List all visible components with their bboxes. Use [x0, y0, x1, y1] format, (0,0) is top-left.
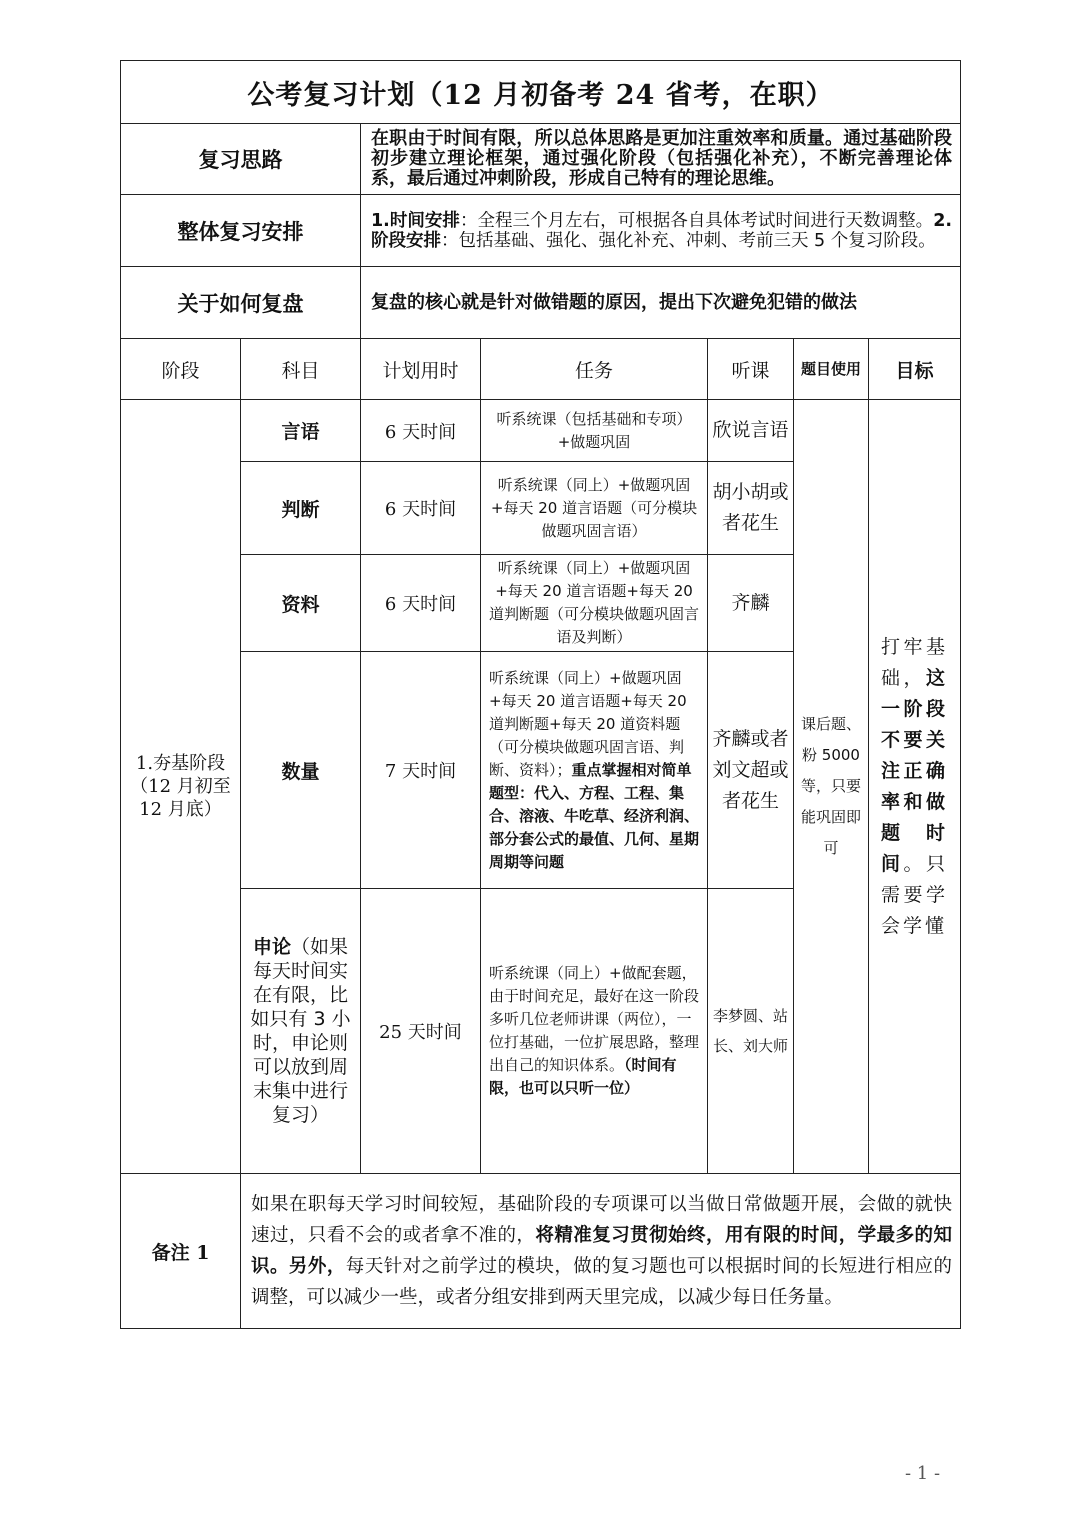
- time-arrangement-label: 1.时间安排: [371, 210, 460, 231]
- task-cell: [481, 652, 708, 889]
- review-approach-label: 复习思路: [121, 124, 361, 195]
- goal-cell: [869, 400, 961, 1174]
- header-time: 计划用时: [361, 339, 481, 400]
- time-cell: 7 天时间: [361, 652, 481, 889]
- task-text: 听系统课（同上）+做配套题，由于时间充足，最好在这一阶段多听几位老师讲课（两位），一位打基础，一位扩展思路，整理出自己的知识体系。: [489, 964, 700, 1074]
- header-goal: 目标: [869, 339, 961, 400]
- subject-cell: 言语: [241, 400, 361, 462]
- subject-name: 申论: [252, 936, 291, 958]
- teacher-cell: 胡小胡或者花生: [708, 462, 794, 555]
- overall-arrangement-text: [361, 195, 961, 267]
- time-arrangement-text: ：全程三个月左右，可根据各自具体考试时间进行天数调整。: [459, 210, 934, 231]
- stage-arrangement-text: ：包括基础、强化、强化补充、冲刺、考前三天 5 个复习阶段。: [441, 230, 936, 251]
- task-cell: 听系统课（包括基础和专项）+做题巩固: [481, 400, 708, 462]
- subject-note: （如果每天时间实在有限，比如只有 3 小时，申论则可以放到周末集中进行复习）: [250, 936, 351, 1126]
- review-method-label: 关于如何复盘: [121, 267, 361, 339]
- goal-text-2: 。只需要学会学懂: [881, 852, 949, 937]
- subject-cell: 数量: [241, 652, 361, 889]
- review-method-text: 复盘的核心就是针对做错题的原因，提出下次避免犯错的做法: [361, 267, 961, 339]
- task-cell: [481, 889, 708, 1174]
- header-task: 任务: [481, 339, 708, 400]
- note-text-1: 如果在职每天学习时间较短，基础阶段的专项课可以当做日常做题开展，会做的就快速过，只看不会的或者拿不准的，: [251, 1194, 953, 1246]
- task-cell: 听系统课（同上）+做题巩固+每天 20 道言语题（可分模块做题巩固言语）: [481, 462, 708, 555]
- time-cell: 6 天时间: [361, 555, 481, 652]
- note-text: [241, 1174, 961, 1329]
- task-text-bold: 重点掌握相对简单题型：代入、方程、工程、集合、溶液、牛吃草、经济利润、部分套公式的最值、几何、星期周期等问题: [489, 760, 700, 871]
- header-subject: 科目: [241, 339, 361, 400]
- task-text: 听系统课（同上）+做题巩固+每天 20 道言语题+每天 20 道判断题+每天 20 道资料题（可分模块做题巩固言语、判断、资料）；: [489, 668, 687, 779]
- task-cell: 听系统课（同上）+做题巩固+每天 20 道言语题+每天 20 道判断题（可分模块做题巩固言语及判断）: [481, 555, 708, 652]
- questions-cell: 课后题、粉 5000 等，只要能巩固即可: [794, 400, 869, 1174]
- teacher-cell: 齐麟或者刘文超或者花生: [708, 652, 794, 889]
- time-cell: 6 天时间: [361, 400, 481, 462]
- note-label: 备注 1: [121, 1174, 241, 1329]
- header-course: 听课: [708, 339, 794, 400]
- header-questions: 题目使用: [794, 339, 869, 400]
- page-title: 公考复习计划（12 月初备考 24 省考，在职）: [121, 61, 961, 124]
- teacher-cell: 李梦圆、站长、刘大师: [708, 889, 794, 1174]
- time-cell: 6 天时间: [361, 462, 481, 555]
- time-cell: 25 天时间: [361, 889, 481, 1174]
- subject-cell: 资料: [241, 555, 361, 652]
- header-stage: 阶段: [121, 339, 241, 400]
- goal-text-bold: 这一阶段不要关注正确率和做题时间: [881, 666, 949, 875]
- overall-arrangement-label: 整体复习安排: [121, 195, 361, 267]
- page-number: - 1 -: [905, 1463, 941, 1484]
- stage-cell: 1.夯基阶段（12 月初至 12 月底）: [121, 400, 241, 1174]
- note-text-2: 每天针对之前学过的模块，做的复习题也可以根据时间的长短进行相应的调整，可以减少一些，或者分组安排到两天里完成，以减少每日任务量。: [251, 1256, 952, 1308]
- subject-cell: [241, 889, 361, 1174]
- task-text-bold: （时间有限，也可以只听一位）: [489, 1056, 677, 1097]
- subject-cell: 判断: [241, 462, 361, 555]
- stage-arrangement-label: 2.阶段安排: [371, 210, 953, 251]
- review-approach-text: 在职由于时间有限，所以总体思路是更加注重效率和质量。通过基础阶段初步建立理论框架，通过强化阶段（包括强化补充），不断完善理论体系，最后通过冲刺阶段，形成自己特有的理论思维。: [361, 124, 961, 195]
- teacher-cell: 欣说言语: [708, 400, 794, 462]
- goal-text-1: 打牢基础，: [881, 635, 949, 689]
- study-plan-table: [120, 60, 961, 1329]
- note-text-bold: 将精准复习贯彻始终，用有限的时间，学最多的知识。另外，: [251, 1225, 952, 1277]
- teacher-cell: 齐麟: [708, 555, 794, 652]
